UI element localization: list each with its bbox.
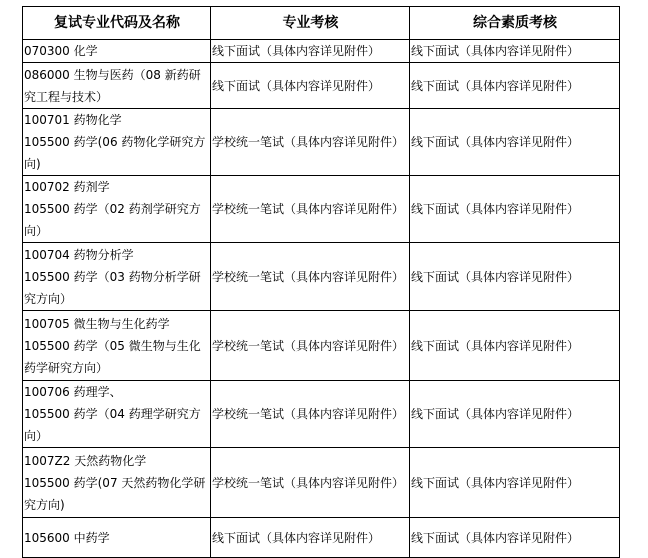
exam-cell: 学校统一笔试（具体内容详见附件）	[210, 381, 409, 448]
exam-cell: 学校统一笔试（具体内容详见附件）	[210, 448, 409, 518]
major-line: 1007Z2 天然药物化学	[24, 453, 147, 468]
major-line: 105500 药学（04 药理学研究方向）	[24, 407, 201, 443]
major-line: 100704 药物分析学	[24, 247, 134, 262]
major-cell	[23, 40, 211, 63]
header-quality: 综合素质考核	[409, 7, 619, 40]
table-header-row	[23, 7, 620, 40]
table-row	[23, 311, 620, 381]
exam-cell: 线下面试（具体内容详见附件）	[210, 40, 409, 63]
major-cell	[23, 518, 211, 558]
exam-cell: 线下面试（具体内容详见附件）	[210, 518, 409, 558]
table-row	[23, 448, 620, 518]
quality-cell: 线下面试（具体内容详见附件）	[409, 109, 619, 176]
major-line: 100705 微生物与生化药学	[24, 316, 170, 331]
exam-table	[22, 6, 620, 558]
major-cell	[23, 63, 211, 109]
major-line: 105500 药学(07 天然药物化学研究方向)	[24, 475, 206, 512]
exam-cell: 学校统一笔试（具体内容详见附件）	[210, 311, 409, 381]
major-line: 105500 药学(06 药物化学研究方向)	[24, 135, 206, 171]
quality-cell: 线下面试（具体内容详见附件）	[409, 176, 619, 243]
table-row	[23, 40, 620, 63]
quality-cell: 线下面试（具体内容详见附件）	[409, 243, 619, 311]
major-line: 105500 药学（03 药物分析学研究方向）	[24, 269, 201, 306]
quality-cell: 线下面试（具体内容详见附件）	[409, 381, 619, 448]
major-line: 100702 药剂学	[24, 180, 110, 194]
major-line: 105500 药学（02 药剂学研究方向）	[24, 202, 201, 238]
header-major: 复试专业代码及名称	[23, 7, 211, 40]
major-line: 100701 药物化学	[24, 113, 122, 127]
quality-cell: 线下面试（具体内容详见附件）	[409, 518, 619, 558]
major-cell	[23, 381, 211, 448]
header-exam: 专业考核	[210, 7, 409, 40]
quality-cell: 线下面试（具体内容详见附件）	[409, 448, 619, 518]
major-cell	[23, 311, 211, 381]
exam-cell: 学校统一笔试（具体内容详见附件）	[210, 243, 409, 311]
exam-cell: 学校统一笔试（具体内容详见附件）	[210, 109, 409, 176]
major-cell	[23, 176, 211, 243]
exam-cell: 学校统一笔试（具体内容详见附件）	[210, 176, 409, 243]
table-row	[23, 243, 620, 311]
major-line: 086000 生物与医药（08 新药研究工程与技术）	[24, 67, 201, 104]
quality-cell: 线下面试（具体内容详见附件）	[409, 63, 619, 109]
exam-cell: 线下面试（具体内容详见附件）	[210, 63, 409, 109]
major-line: 070300 化学	[24, 44, 98, 58]
table-row	[23, 176, 620, 243]
major-cell	[23, 109, 211, 176]
quality-cell: 线下面试（具体内容详见附件）	[409, 40, 619, 63]
table-row	[23, 518, 620, 558]
major-line: 105500 药学（05 微生物与生化药学研究方向）	[24, 338, 201, 375]
quality-cell: 线下面试（具体内容详见附件）	[409, 311, 619, 381]
table-row	[23, 109, 620, 176]
table-row	[23, 381, 620, 448]
major-line: 105600 中药学	[24, 530, 110, 545]
major-cell	[23, 243, 211, 311]
major-cell	[23, 448, 211, 518]
table-row	[23, 63, 620, 109]
major-line: 100706 药理学、	[24, 385, 122, 399]
